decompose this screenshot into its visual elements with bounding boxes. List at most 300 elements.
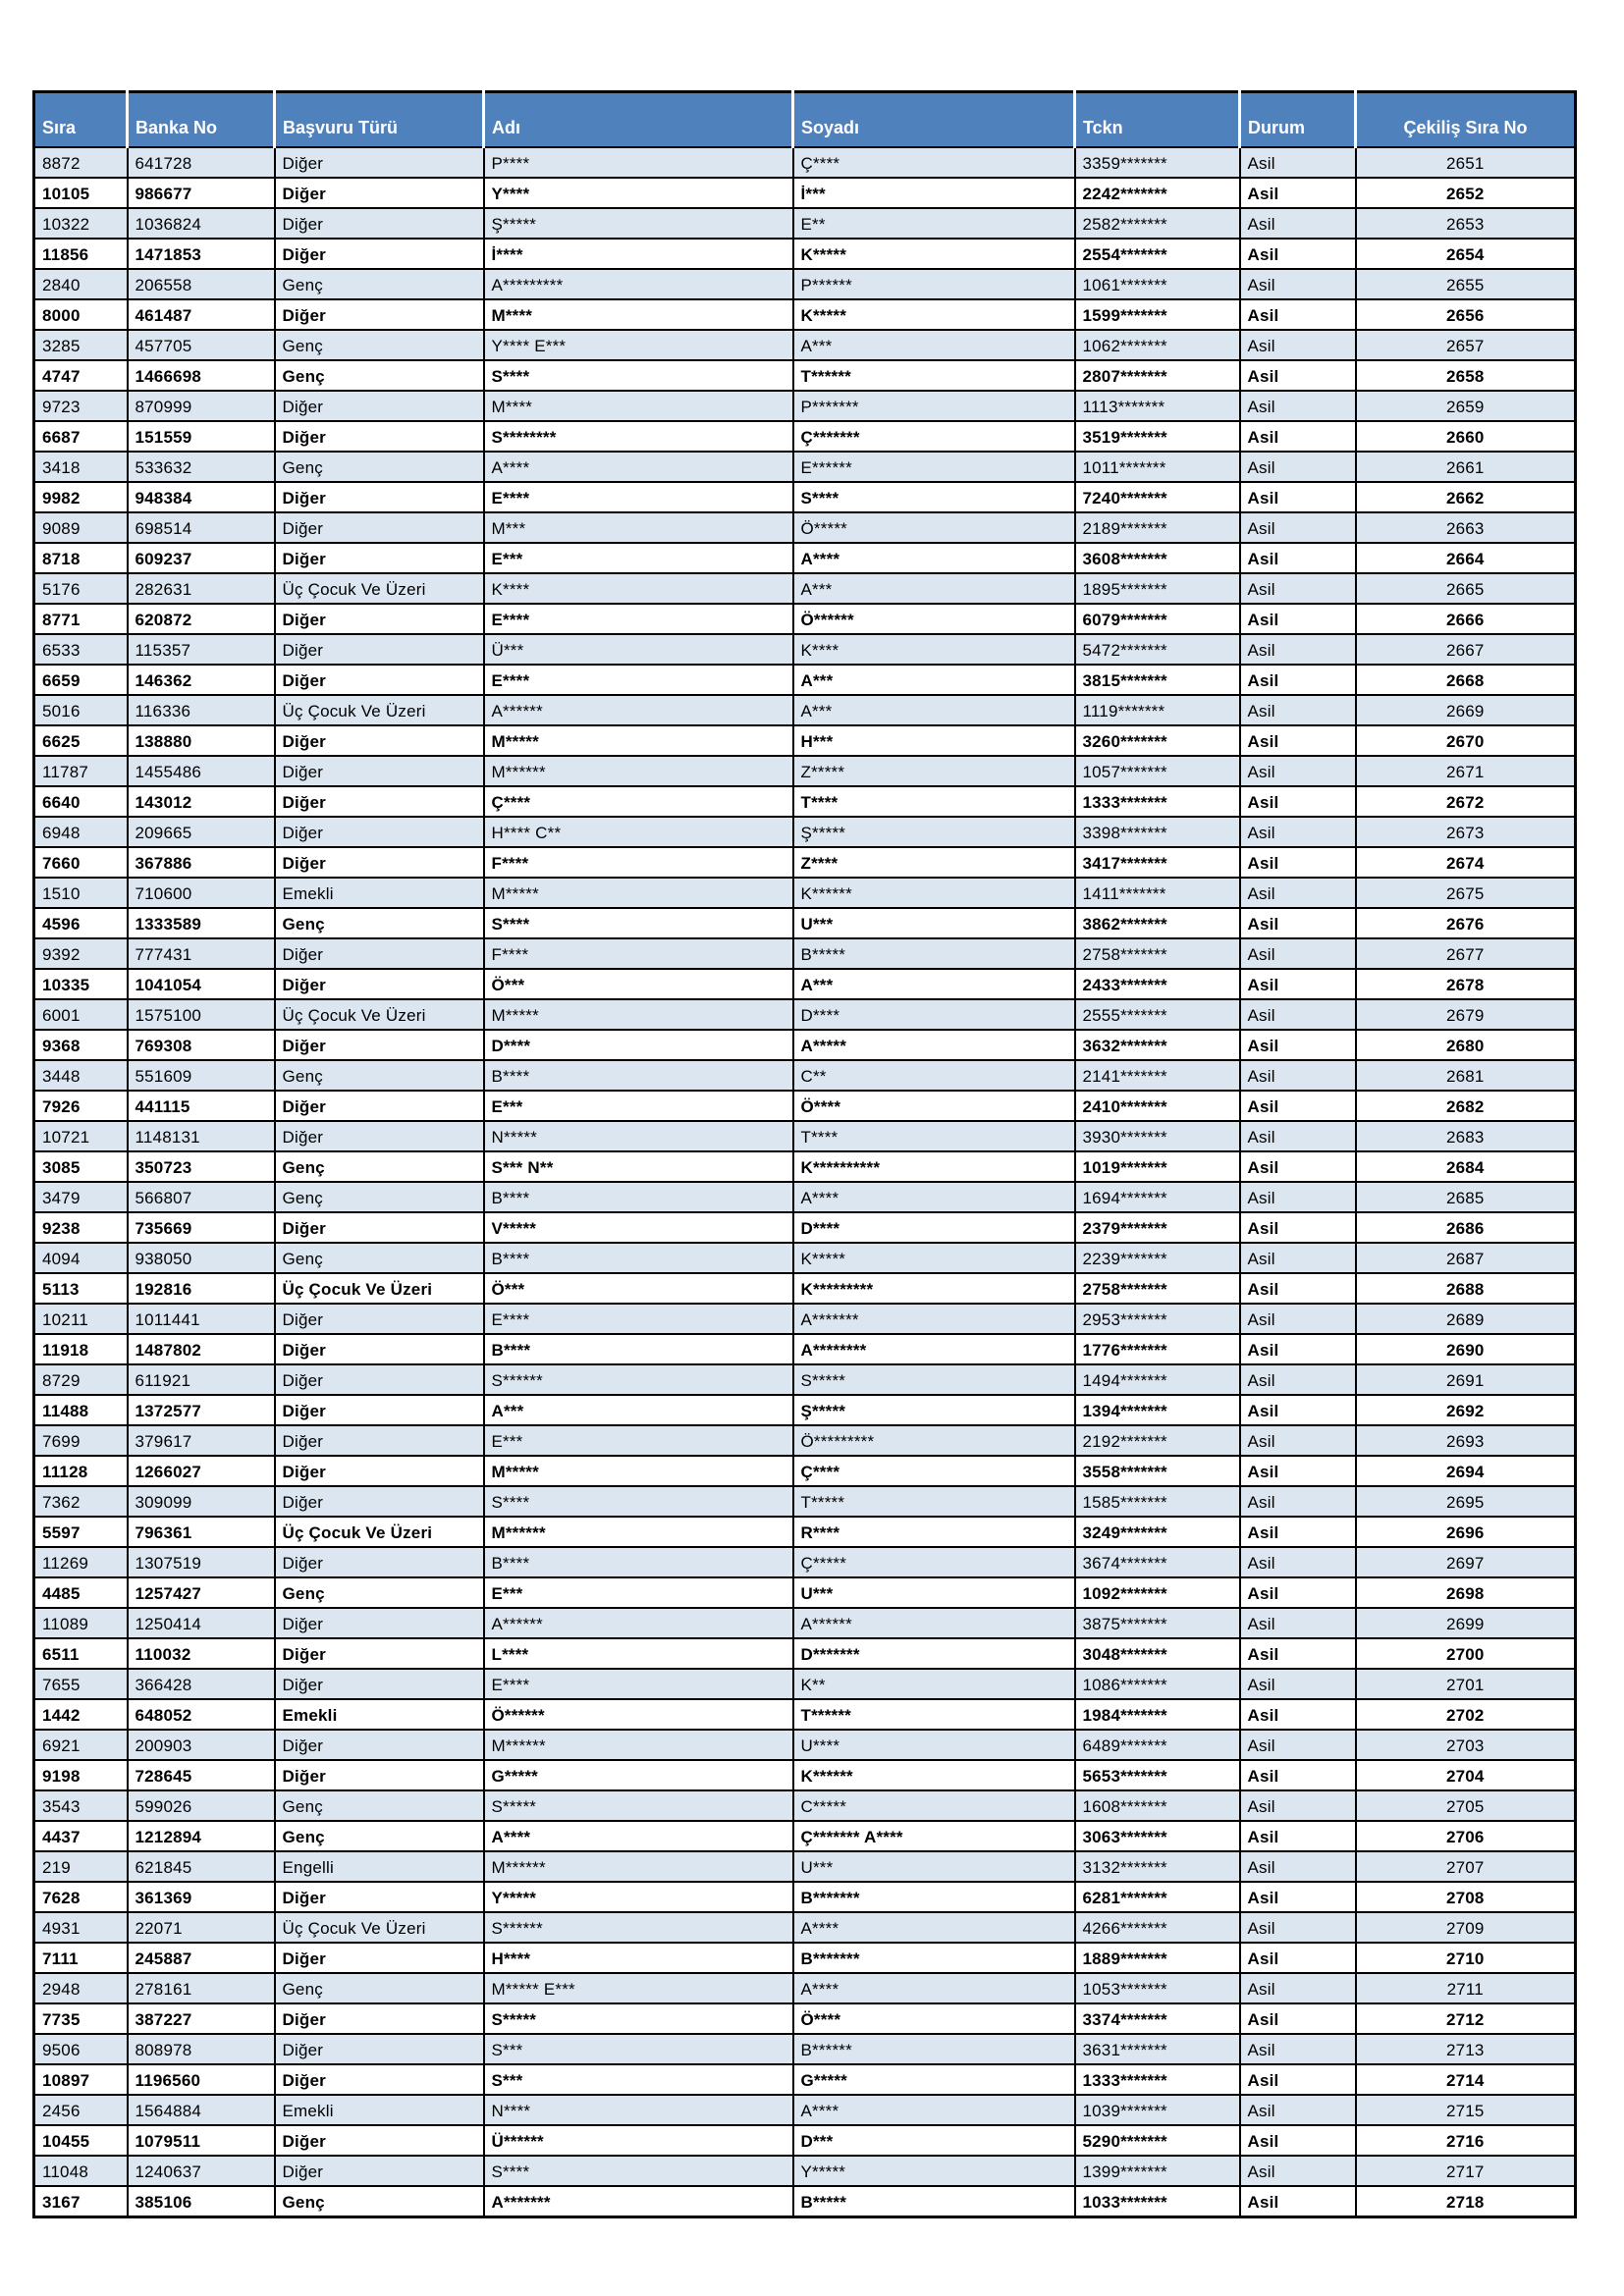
cell-basvuru_turu: Diğer — [275, 1486, 484, 1517]
cell-adi: S***** — [484, 2003, 793, 2034]
cell-sira: 2456 — [34, 2095, 128, 2125]
cell-cekilis_sira_no: 2676 — [1356, 908, 1576, 938]
cell-soyadi: R**** — [793, 1517, 1075, 1547]
cell-soyadi: K** — [793, 1669, 1075, 1699]
cell-soyadi: A******** — [793, 1334, 1075, 1364]
table-row — [34, 147, 1576, 178]
cell-tckn: 1494******* — [1075, 1364, 1240, 1395]
cell-tckn: 2807******* — [1075, 360, 1240, 391]
table-body — [34, 147, 1576, 2217]
cell-sira: 2948 — [34, 1973, 128, 2003]
cell-cekilis_sira_no: 2708 — [1356, 1882, 1576, 1912]
cell-durum: Asil — [1240, 2186, 1356, 2217]
cell-banka_no: 1257427 — [128, 1577, 275, 1608]
cell-tckn: 6489******* — [1075, 1730, 1240, 1760]
cell-adi: A**** — [484, 1821, 793, 1851]
cell-sira: 9506 — [34, 2034, 128, 2064]
cell-soyadi: A**** — [793, 543, 1075, 573]
cell-soyadi: A****** — [793, 1608, 1075, 1638]
cell-cekilis_sira_no: 2695 — [1356, 1486, 1576, 1517]
cell-banka_no: 367886 — [128, 847, 275, 878]
cell-adi: Y**** E*** — [484, 330, 793, 360]
cell-durum: Asil — [1240, 1334, 1356, 1364]
cell-adi: S***** — [484, 1790, 793, 1821]
cell-tckn: 2242******* — [1075, 178, 1240, 208]
cell-durum: Asil — [1240, 1212, 1356, 1243]
cell-cekilis_sira_no: 2657 — [1356, 330, 1576, 360]
cell-banka_no: 441115 — [128, 1091, 275, 1121]
table-row — [34, 1121, 1576, 1151]
cell-soyadi: D*** — [793, 2125, 1075, 2156]
cell-tckn: 1608******* — [1075, 1790, 1240, 1821]
cell-banka_no: 551609 — [128, 1060, 275, 1091]
cell-sira: 4094 — [34, 1243, 128, 1273]
cell-soyadi: P****** — [793, 269, 1075, 299]
cell-sira: 4596 — [34, 908, 128, 938]
table-row — [34, 1851, 1576, 1882]
cell-soyadi: K****** — [793, 878, 1075, 908]
cell-durum: Asil — [1240, 1669, 1356, 1699]
cell-banka_no: 1011441 — [128, 1304, 275, 1334]
cell-basvuru_turu: Diğer — [275, 421, 484, 452]
cell-banka_no: 621845 — [128, 1851, 275, 1882]
cell-tckn: 2379******* — [1075, 1212, 1240, 1243]
cell-durum: Asil — [1240, 1030, 1356, 1060]
cell-adi: A****** — [484, 1608, 793, 1638]
cell-durum: Asil — [1240, 1121, 1356, 1151]
cell-basvuru_turu: Diğer — [275, 756, 484, 786]
cell-soyadi: E****** — [793, 452, 1075, 482]
cell-cekilis_sira_no: 2659 — [1356, 391, 1576, 421]
cell-basvuru_turu: Diğer — [275, 969, 484, 999]
cell-banka_no: 1372577 — [128, 1395, 275, 1425]
cell-adi: S****** — [484, 1912, 793, 1943]
cell-cekilis_sira_no: 2669 — [1356, 695, 1576, 725]
cell-cekilis_sira_no: 2698 — [1356, 1577, 1576, 1608]
cell-sira: 5597 — [34, 1517, 128, 1547]
cell-sira: 219 — [34, 1851, 128, 1882]
cell-soyadi: S***** — [793, 1364, 1075, 1395]
cell-basvuru_turu: Diğer — [275, 938, 484, 969]
cell-tckn: 1039******* — [1075, 2095, 1240, 2125]
cell-durum: Asil — [1240, 360, 1356, 391]
cell-cekilis_sira_no: 2658 — [1356, 360, 1576, 391]
cell-basvuru_turu: Genç — [275, 1821, 484, 1851]
cell-sira: 3543 — [34, 1790, 128, 1821]
cell-cekilis_sira_no: 2678 — [1356, 969, 1576, 999]
table-row — [34, 421, 1576, 452]
table-row — [34, 1395, 1576, 1425]
cell-cekilis_sira_no: 2675 — [1356, 878, 1576, 908]
table-row — [34, 391, 1576, 421]
cell-soyadi: K***** — [793, 1243, 1075, 1273]
cell-banka_no: 115357 — [128, 634, 275, 665]
cell-sira: 5176 — [34, 573, 128, 604]
cell-banka_no: 1564884 — [128, 2095, 275, 2125]
cell-basvuru_turu: Genç — [275, 360, 484, 391]
cell-durum: Asil — [1240, 756, 1356, 786]
table-row — [34, 786, 1576, 817]
cell-adi: B**** — [484, 1182, 793, 1212]
cell-tckn: 5290******* — [1075, 2125, 1240, 2156]
cell-soyadi: A*** — [793, 330, 1075, 360]
cell-sira: 4747 — [34, 360, 128, 391]
cell-soyadi: A**** — [793, 1912, 1075, 1943]
cell-soyadi: K***** — [793, 239, 1075, 269]
cell-durum: Asil — [1240, 2095, 1356, 2125]
cell-adi: M****** — [484, 1517, 793, 1547]
cell-basvuru_turu: Diğer — [275, 512, 484, 543]
cell-adi: M**** — [484, 391, 793, 421]
table-row — [34, 1638, 1576, 1669]
cell-tckn: 1399******* — [1075, 2156, 1240, 2186]
cell-tckn: 2758******* — [1075, 1273, 1240, 1304]
cell-banka_no: 735669 — [128, 1212, 275, 1243]
table-row — [34, 634, 1576, 665]
cell-soyadi: T**** — [793, 1121, 1075, 1151]
table-row — [34, 695, 1576, 725]
cell-durum: Asil — [1240, 1851, 1356, 1882]
cell-tckn: 1119******* — [1075, 695, 1240, 725]
cell-basvuru_turu: Diğer — [275, 1395, 484, 1425]
cell-cekilis_sira_no: 2707 — [1356, 1851, 1576, 1882]
cell-cekilis_sira_no: 2705 — [1356, 1790, 1576, 1821]
cell-soyadi: U**** — [793, 1730, 1075, 1760]
cell-sira: 7735 — [34, 2003, 128, 2034]
table-row — [34, 1212, 1576, 1243]
cell-tckn: 6281******* — [1075, 1882, 1240, 1912]
table-row — [34, 817, 1576, 847]
column-header-sira: Sıra — [34, 92, 128, 148]
table-row — [34, 2064, 1576, 2095]
cell-durum: Asil — [1240, 2064, 1356, 2095]
cell-soyadi: K********** — [793, 1151, 1075, 1182]
table-row — [34, 1486, 1576, 1517]
cell-sira: 8872 — [34, 147, 128, 178]
cell-basvuru_turu: Üç Çocuk Ve Üzeri — [275, 1912, 484, 1943]
cell-cekilis_sira_no: 2713 — [1356, 2034, 1576, 2064]
cell-durum: Asil — [1240, 2156, 1356, 2186]
cell-banka_no: 870999 — [128, 391, 275, 421]
cell-tckn: 3417******* — [1075, 847, 1240, 878]
header-row — [34, 92, 1576, 148]
cell-basvuru_turu: Genç — [275, 1060, 484, 1091]
cell-tckn: 1033******* — [1075, 2186, 1240, 2217]
cell-cekilis_sira_no: 2704 — [1356, 1760, 1576, 1790]
cell-tckn: 1061******* — [1075, 269, 1240, 299]
cell-tckn: 3674******* — [1075, 1547, 1240, 1577]
table-row — [34, 908, 1576, 938]
cell-sira: 7362 — [34, 1486, 128, 1517]
cell-durum: Asil — [1240, 1547, 1356, 1577]
cell-basvuru_turu: Diğer — [275, 817, 484, 847]
table-row — [34, 1790, 1576, 1821]
cell-sira: 10211 — [34, 1304, 128, 1334]
cell-cekilis_sira_no: 2680 — [1356, 1030, 1576, 1060]
cell-sira: 9368 — [34, 1030, 128, 1060]
cell-tckn: 3558******* — [1075, 1456, 1240, 1486]
cell-cekilis_sira_no: 2696 — [1356, 1517, 1576, 1547]
cell-tckn: 2189******* — [1075, 512, 1240, 543]
cell-tckn: 3632******* — [1075, 1030, 1240, 1060]
cell-cekilis_sira_no: 2679 — [1356, 999, 1576, 1030]
cell-banka_no: 350723 — [128, 1151, 275, 1182]
cell-soyadi: Ç**** — [793, 147, 1075, 178]
cell-soyadi: Ş***** — [793, 1395, 1075, 1425]
cell-basvuru_turu: Diğer — [275, 847, 484, 878]
cell-adi: D**** — [484, 1030, 793, 1060]
cell-soyadi: K**** — [793, 634, 1075, 665]
cell-durum: Asil — [1240, 1943, 1356, 1973]
cell-cekilis_sira_no: 2697 — [1356, 1547, 1576, 1577]
cell-sira: 7111 — [34, 1943, 128, 1973]
cell-durum: Asil — [1240, 208, 1356, 239]
cell-cekilis_sira_no: 2687 — [1356, 1243, 1576, 1273]
cell-sira: 7660 — [34, 847, 128, 878]
cell-banka_no: 938050 — [128, 1243, 275, 1273]
cell-cekilis_sira_no: 2717 — [1356, 2156, 1576, 2186]
cell-soyadi: A**** — [793, 2095, 1075, 2125]
table-row — [34, 452, 1576, 482]
cell-tckn: 1411******* — [1075, 878, 1240, 908]
cell-tckn: 2239******* — [1075, 1243, 1240, 1273]
cell-adi: E**** — [484, 1304, 793, 1334]
cell-durum: Asil — [1240, 1151, 1356, 1182]
cell-adi: P**** — [484, 147, 793, 178]
cell-sira: 6948 — [34, 817, 128, 847]
table-row — [34, 239, 1576, 269]
cell-durum: Asil — [1240, 2034, 1356, 2064]
cell-durum: Asil — [1240, 299, 1356, 330]
cell-cekilis_sira_no: 2688 — [1356, 1273, 1576, 1304]
cell-sira: 11787 — [34, 756, 128, 786]
cell-banka_no: 379617 — [128, 1425, 275, 1456]
cell-durum: Asil — [1240, 1912, 1356, 1943]
cell-durum: Asil — [1240, 938, 1356, 969]
cell-sira: 7699 — [34, 1425, 128, 1456]
cell-banka_no: 1240637 — [128, 2156, 275, 2186]
cell-tckn: 2554******* — [1075, 239, 1240, 269]
cell-tckn: 1011******* — [1075, 452, 1240, 482]
cell-sira: 9982 — [34, 482, 128, 512]
cell-sira: 4437 — [34, 1821, 128, 1851]
cell-banka_no: 192816 — [128, 1273, 275, 1304]
cell-banka_no: 457705 — [128, 330, 275, 360]
cell-banka_no: 1212894 — [128, 1821, 275, 1851]
cell-cekilis_sira_no: 2718 — [1356, 2186, 1576, 2217]
cell-tckn: 1053******* — [1075, 1973, 1240, 2003]
cell-adi: M**** — [484, 299, 793, 330]
cell-cekilis_sira_no: 2655 — [1356, 269, 1576, 299]
cell-soyadi: Ö****** — [793, 604, 1075, 634]
cell-cekilis_sira_no: 2662 — [1356, 482, 1576, 512]
cell-cekilis_sira_no: 2716 — [1356, 2125, 1576, 2156]
table-row — [34, 938, 1576, 969]
cell-durum: Asil — [1240, 1060, 1356, 1091]
cell-soyadi: A***** — [793, 1030, 1075, 1060]
cell-adi: Y**** — [484, 178, 793, 208]
cell-tckn: 1057******* — [1075, 756, 1240, 786]
cell-basvuru_turu: Diğer — [275, 391, 484, 421]
cell-adi: E*** — [484, 1425, 793, 1456]
cell-banka_no: 1487802 — [128, 1334, 275, 1364]
cell-adi: F**** — [484, 847, 793, 878]
cell-banka_no: 710600 — [128, 878, 275, 908]
cell-cekilis_sira_no: 2714 — [1356, 2064, 1576, 2095]
cell-adi: A****** — [484, 695, 793, 725]
cell-durum: Asil — [1240, 1456, 1356, 1486]
column-header-tckn: Tckn — [1075, 92, 1240, 148]
cell-durum: Asil — [1240, 1699, 1356, 1730]
cell-soyadi: Ç******* A**** — [793, 1821, 1075, 1851]
table-row — [34, 2095, 1576, 2125]
table-row — [34, 1699, 1576, 1730]
cell-banka_no: 138880 — [128, 725, 275, 756]
cell-durum: Asil — [1240, 999, 1356, 1030]
table-row — [34, 1517, 1576, 1547]
cell-tckn: 3249******* — [1075, 1517, 1240, 1547]
cell-durum: Asil — [1240, 695, 1356, 725]
cell-basvuru_turu: Genç — [275, 1151, 484, 1182]
cell-cekilis_sira_no: 2711 — [1356, 1973, 1576, 2003]
table-row — [34, 999, 1576, 1030]
cell-cekilis_sira_no: 2668 — [1356, 665, 1576, 695]
cell-sira: 1510 — [34, 878, 128, 908]
cell-adi: S**** — [484, 1486, 793, 1517]
cell-soyadi: S**** — [793, 482, 1075, 512]
cell-basvuru_turu: Diğer — [275, 1943, 484, 1973]
table-row — [34, 1730, 1576, 1760]
cell-durum: Asil — [1240, 543, 1356, 573]
cell-soyadi: T****** — [793, 1699, 1075, 1730]
cell-basvuru_turu: Diğer — [275, 1364, 484, 1395]
cell-tckn: 3519******* — [1075, 421, 1240, 452]
cell-sira: 6001 — [34, 999, 128, 1030]
cell-basvuru_turu: Genç — [275, 2186, 484, 2217]
column-header-adi: Adı — [484, 92, 793, 148]
cell-banka_no: 533632 — [128, 452, 275, 482]
cell-cekilis_sira_no: 2654 — [1356, 239, 1576, 269]
cell-sira: 9723 — [34, 391, 128, 421]
cell-basvuru_turu: Diğer — [275, 725, 484, 756]
cell-banka_no: 1041054 — [128, 969, 275, 999]
cell-basvuru_turu: Diğer — [275, 1121, 484, 1151]
cell-banka_no: 366428 — [128, 1669, 275, 1699]
table-row — [34, 1273, 1576, 1304]
cell-tckn: 3063******* — [1075, 1821, 1240, 1851]
cell-adi: N**** — [484, 2095, 793, 2125]
cell-banka_no: 796361 — [128, 1517, 275, 1547]
cell-adi: Ö*** — [484, 1273, 793, 1304]
cell-basvuru_turu: Genç — [275, 452, 484, 482]
cell-sira: 10897 — [34, 2064, 128, 2095]
cell-durum: Asil — [1240, 2003, 1356, 2034]
cell-soyadi: A******* — [793, 1304, 1075, 1334]
cell-banka_no: 1575100 — [128, 999, 275, 1030]
cell-adi: S*** — [484, 2034, 793, 2064]
cell-durum: Asil — [1240, 878, 1356, 908]
cell-cekilis_sira_no: 2661 — [1356, 452, 1576, 482]
cell-sira: 6625 — [34, 725, 128, 756]
cell-adi: B**** — [484, 1547, 793, 1577]
cell-durum: Asil — [1240, 1790, 1356, 1821]
cell-adi: F**** — [484, 938, 793, 969]
cell-basvuru_turu: Diğer — [275, 1091, 484, 1121]
cell-cekilis_sira_no: 2677 — [1356, 938, 1576, 969]
cell-adi: A********* — [484, 269, 793, 299]
cell-basvuru_turu: Diğer — [275, 239, 484, 269]
cell-adi: Ü*** — [484, 634, 793, 665]
cell-banka_no: 948384 — [128, 482, 275, 512]
table-row — [34, 1091, 1576, 1121]
cell-adi: S**** — [484, 908, 793, 938]
cell-basvuru_turu: Diğer — [275, 1547, 484, 1577]
cell-soyadi: A*** — [793, 573, 1075, 604]
cell-basvuru_turu: Diğer — [275, 1730, 484, 1760]
cell-adi: M***** — [484, 725, 793, 756]
cell-sira: 10322 — [34, 208, 128, 239]
cell-sira: 11089 — [34, 1608, 128, 1638]
cell-durum: Asil — [1240, 269, 1356, 299]
cell-basvuru_turu: Diğer — [275, 1882, 484, 1912]
cell-soyadi: P******* — [793, 391, 1075, 421]
cell-durum: Asil — [1240, 1091, 1356, 1121]
cell-banka_no: 282631 — [128, 573, 275, 604]
cell-soyadi: A**** — [793, 1973, 1075, 2003]
cell-banka_no: 609237 — [128, 543, 275, 573]
cell-adi: Ş***** — [484, 208, 793, 239]
table-row — [34, 2125, 1576, 2156]
cell-cekilis_sira_no: 2672 — [1356, 786, 1576, 817]
cell-soyadi: Ö**** — [793, 2003, 1075, 2034]
table-row — [34, 360, 1576, 391]
cell-tckn: 2758******* — [1075, 938, 1240, 969]
cell-cekilis_sira_no: 2709 — [1356, 1912, 1576, 1943]
cell-adi: S*** — [484, 2064, 793, 2095]
cell-tckn: 1019******* — [1075, 1151, 1240, 1182]
cell-cekilis_sira_no: 2700 — [1356, 1638, 1576, 1669]
cell-tckn: 2192******* — [1075, 1425, 1240, 1456]
cell-adi: N***** — [484, 1121, 793, 1151]
cell-tckn: 3815******* — [1075, 665, 1240, 695]
cell-tckn: 3930******* — [1075, 1121, 1240, 1151]
cell-basvuru_turu: Genç — [275, 908, 484, 938]
table-row — [34, 725, 1576, 756]
cell-sira: 4485 — [34, 1577, 128, 1608]
cell-cekilis_sira_no: 2682 — [1356, 1091, 1576, 1121]
cell-banka_no: 200903 — [128, 1730, 275, 1760]
cell-tckn: 1895******* — [1075, 573, 1240, 604]
cell-banka_no: 1148131 — [128, 1121, 275, 1151]
cell-banka_no: 1196560 — [128, 2064, 275, 2095]
cell-adi: H**** C** — [484, 817, 793, 847]
cell-adi: V***** — [484, 1212, 793, 1243]
cell-sira: 10335 — [34, 969, 128, 999]
table-row — [34, 269, 1576, 299]
table-row — [34, 1060, 1576, 1091]
cell-cekilis_sira_no: 2652 — [1356, 178, 1576, 208]
cell-banka_no: 1333589 — [128, 908, 275, 938]
table-row — [34, 1456, 1576, 1486]
cell-durum: Asil — [1240, 1730, 1356, 1760]
column-header-soyadi: Soyadı — [793, 92, 1075, 148]
cell-cekilis_sira_no: 2656 — [1356, 299, 1576, 330]
table-row — [34, 1547, 1576, 1577]
cell-soyadi: U*** — [793, 908, 1075, 938]
cell-sira: 11048 — [34, 2156, 128, 2186]
cell-basvuru_turu: Diğer — [275, 1304, 484, 1334]
cell-durum: Asil — [1240, 512, 1356, 543]
